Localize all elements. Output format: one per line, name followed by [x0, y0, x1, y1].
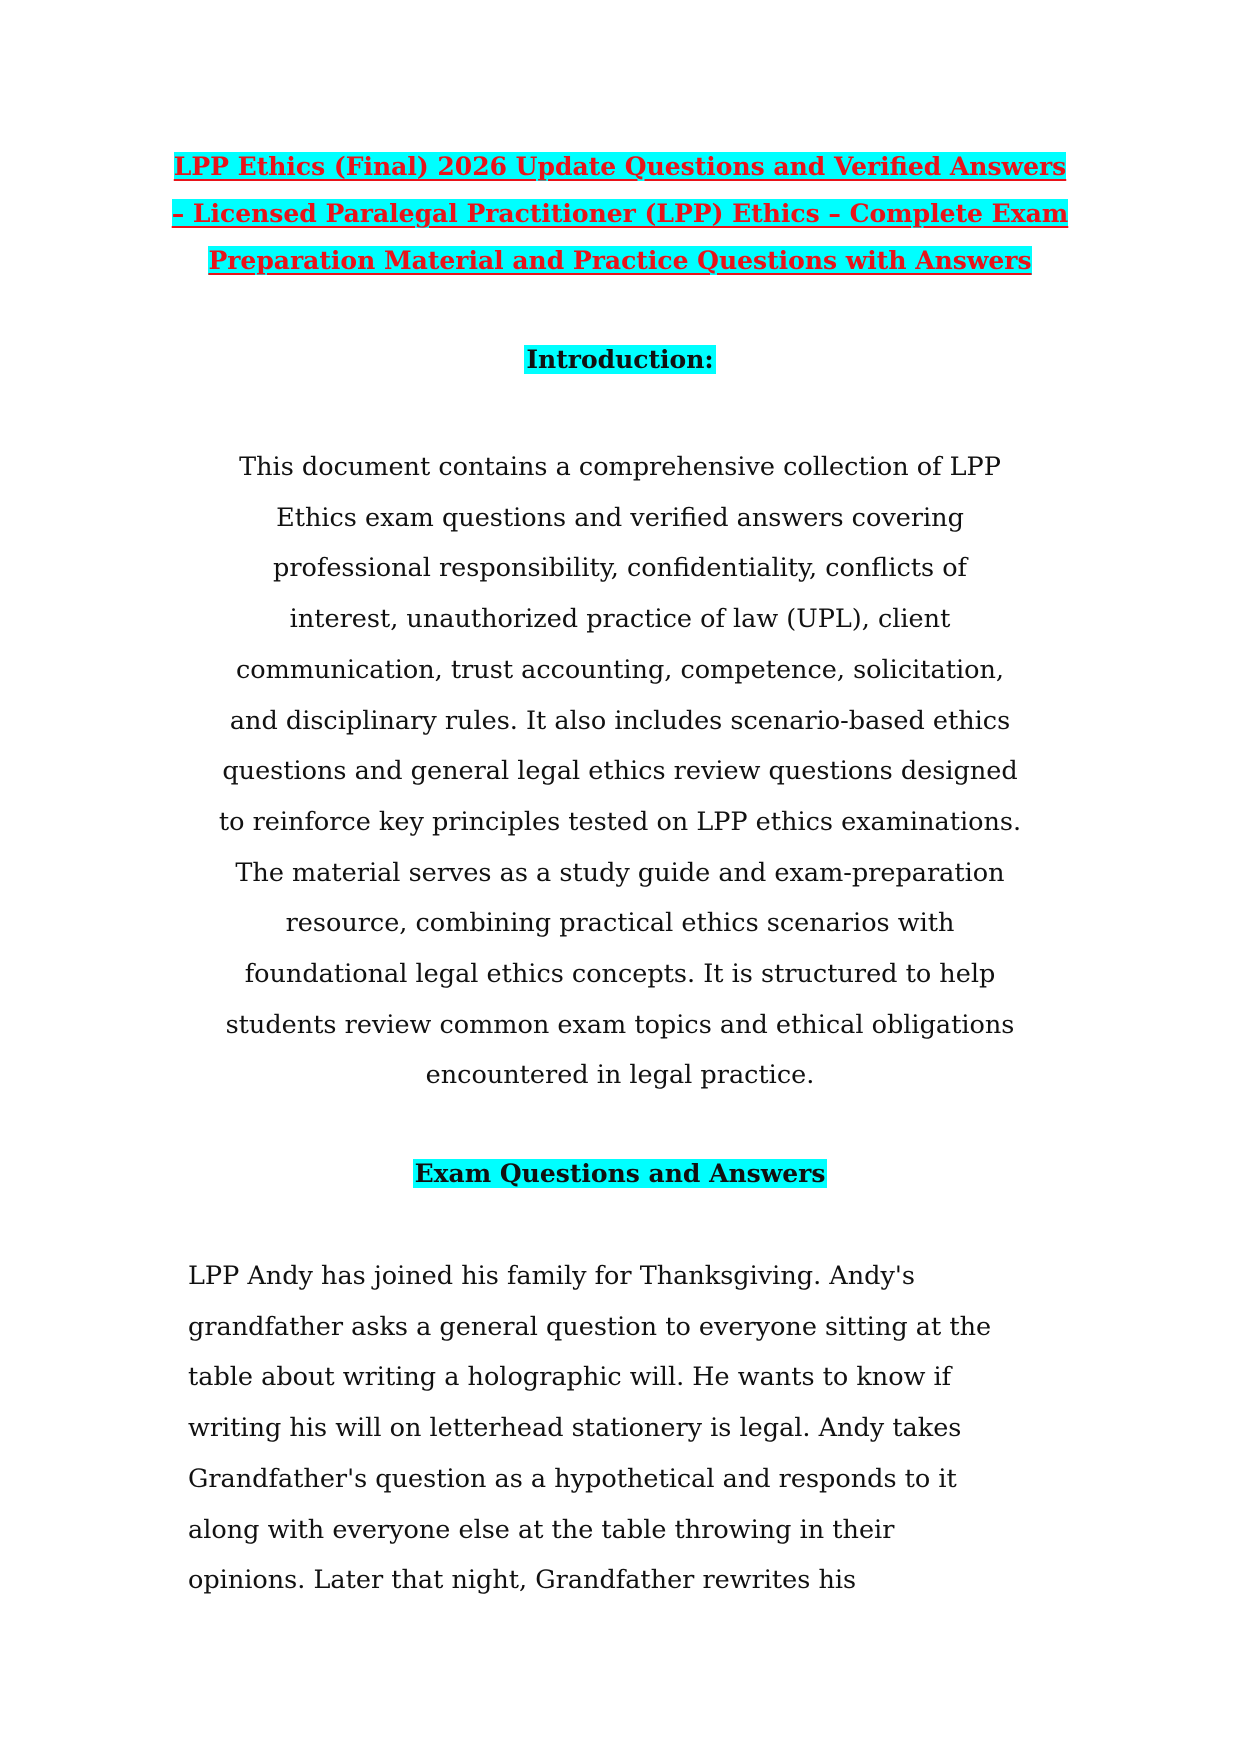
question-line: Grandfather's question as a hypothetical and responds to it	[188, 1463, 957, 1494]
introduction-paragraph	[180, 442, 1060, 1101]
intro-line: interest, unauthorized practice of law (UPL), client	[289, 604, 951, 635]
intro-line: and disciplinary rules. It also includes scenario-based ethics	[229, 705, 1011, 736]
question-line: along with everyone else at the table throwing in their	[188, 1514, 895, 1545]
intro-line: Ethics exam questions and verified answers covering	[276, 502, 964, 533]
introduction-heading	[150, 342, 1090, 378]
intro-line: encountered in legal practice.	[425, 1060, 815, 1091]
question-line: grandfather asks a general question to everyone sitting at the	[188, 1311, 992, 1342]
title-line-3: Preparation Material and Practice Questions with Answers	[208, 246, 1032, 275]
exam-questions-heading-text: Exam Questions and Answers	[414, 1159, 826, 1188]
intro-line: students review common exam topics and ethical obligations	[225, 1009, 1015, 1040]
question-line: table about writing a holographic will. He wants to know if	[188, 1362, 952, 1393]
intro-line: questions and general legal ethics review questions designed	[222, 756, 1018, 787]
intro-line: to reinforce key principles tested on LPP ethics examinations.	[218, 806, 1022, 837]
question-paragraph	[188, 1251, 1078, 1606]
intro-line: communication, trust accounting, competence, solicitation,	[236, 654, 1004, 685]
introduction-heading-text: Introduction:	[526, 345, 714, 374]
question-line: writing his will on letterhead stationery is legal. Andy takes	[188, 1413, 962, 1444]
document-title	[150, 143, 1090, 284]
exam-questions-heading	[150, 1156, 1090, 1192]
intro-line: The material serves as a study guide and exam-preparation	[235, 857, 1005, 888]
intro-line: foundational legal ethics concepts. It is structured to help	[244, 959, 996, 990]
title-line-2: – Licensed Paralegal Practitioner (LPP) Ethics – Complete Exam	[171, 199, 1069, 228]
question-line: opinions. Later that night, Grandfather rewrites his	[188, 1565, 857, 1596]
question-line: LPP Andy has joined his family for Thanksgiving. Andy's	[188, 1261, 915, 1291]
intro-line: resource, combining practical ethics scenarios with	[285, 908, 955, 939]
title-line-1: LPP Ethics (Final) 2026 Update Questions and Verified Answers	[173, 152, 1067, 181]
intro-line: professional responsibility, confidentiality, conflicts of	[273, 553, 967, 584]
intro-line: This document contains a comprehensive collection of LPP	[239, 452, 1001, 482]
